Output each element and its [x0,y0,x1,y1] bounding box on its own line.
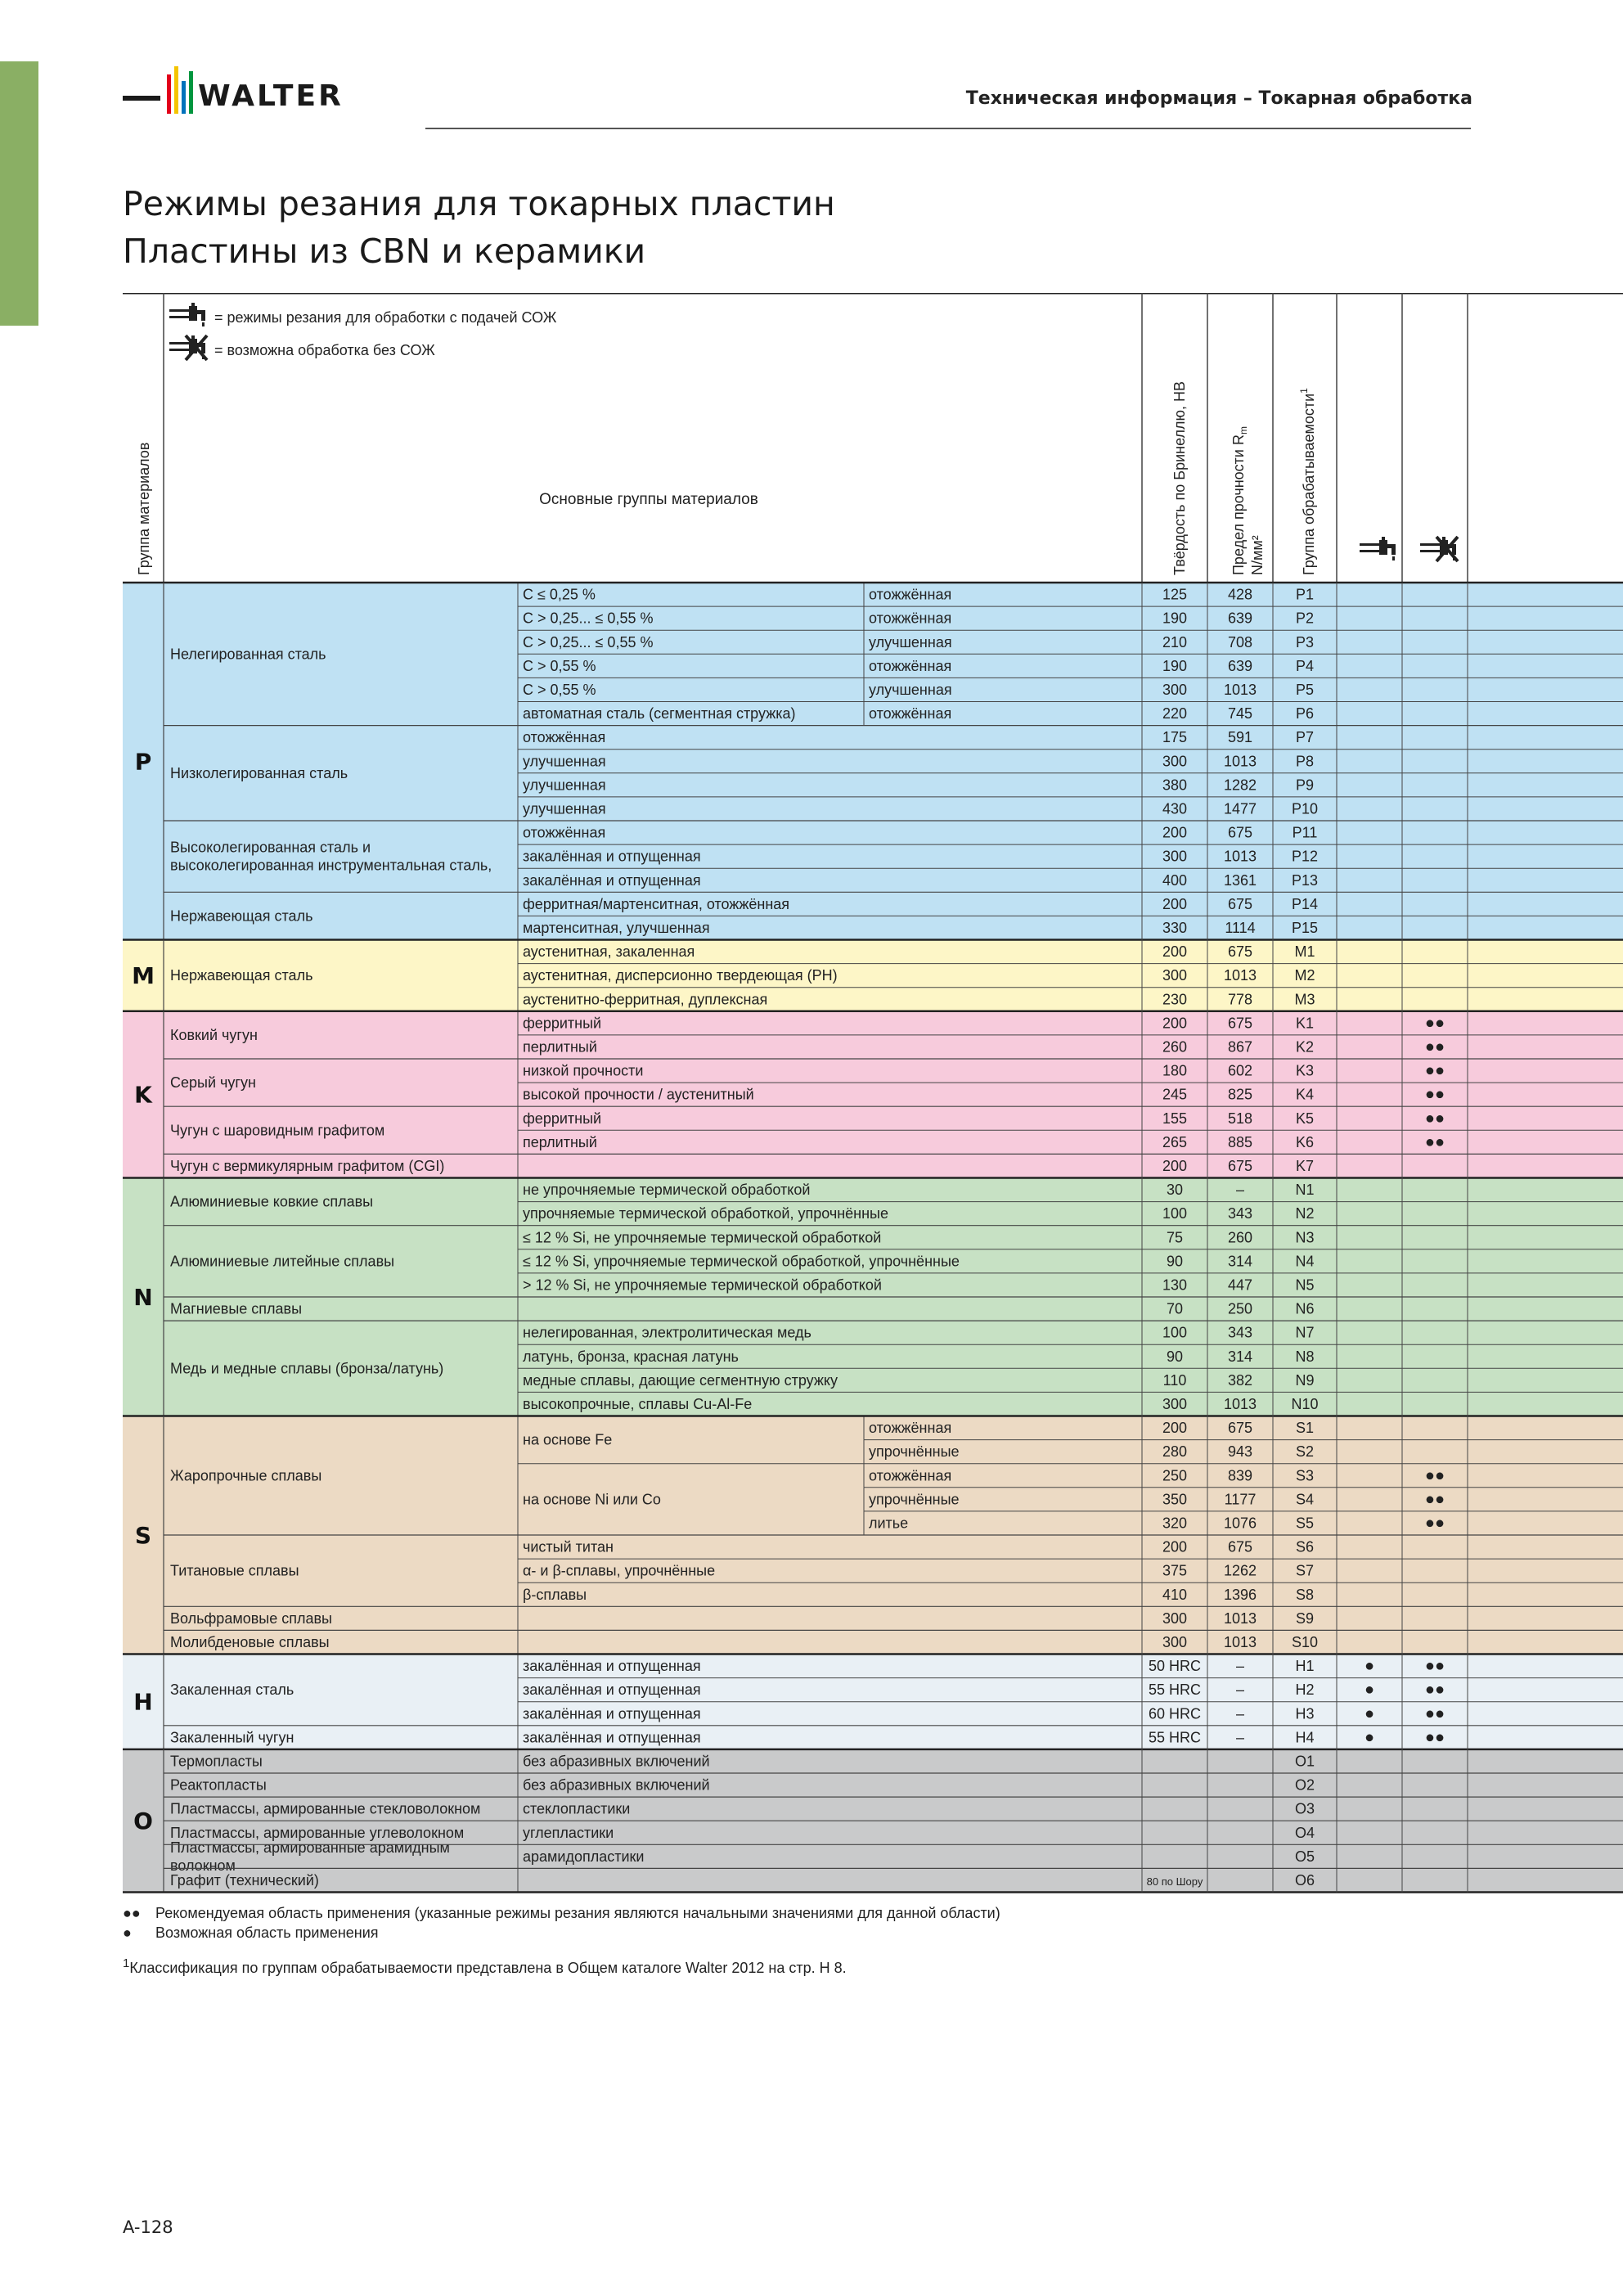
machinability-code: S1 [1295,1420,1315,1437]
machinability-code: N8 [1295,1348,1315,1365]
material-subgroup-name: Пластмассы, армированные арамидным [170,1839,450,1856]
condition-text: ≤ 12 % Si, упрочняемые термической обработкой, упрочнённые [523,1253,960,1270]
material-subgroup-name: Жаропрочные сплавы [170,1467,322,1484]
condition-text: α- и β-сплавы, упрочнённые [523,1562,716,1579]
group-letter-m: M [132,962,155,990]
strength-value: 602 [1227,1062,1253,1079]
hardness-value: 280 [1162,1443,1188,1461]
hardness-value: 375 [1162,1562,1188,1579]
strength-value: – [1235,1182,1245,1199]
single-dot-icon: ● [123,1925,132,1941]
machinability-code: P3 [1295,633,1315,651]
strength-value: 639 [1227,610,1253,627]
machinability-code: N9 [1295,1371,1315,1389]
condition-text: отожжённая [523,729,606,746]
condition-text: арамидопластики [523,1848,645,1865]
header-strength-unit: N/мм² [1249,535,1266,575]
condition-text: не упрочняемые термической обработкой [523,1182,811,1199]
strength-value: 675 [1227,943,1253,961]
material-subgroup-name: Магниевые сплавы [170,1300,303,1317]
machinability-code: S10 [1291,1633,1319,1650]
hardness-value: 380 [1162,777,1188,794]
condition-text: на основе Ni или Co [523,1491,661,1508]
dry-rating: ●● [1424,1061,1445,1080]
strength-value: – [1235,1681,1245,1699]
machinability-code: N3 [1295,1229,1315,1246]
double-dot-icon: ●● [123,1905,141,1921]
material-subgroup-name: высоколегированная инструментальная сталь, [170,857,492,874]
condition-text: без абразивных включений [523,1776,710,1794]
machinability-code: S7 [1295,1562,1315,1579]
machinability-code: S3 [1295,1467,1315,1484]
condition-text: ферритный [523,1110,602,1127]
hardness-value: 320 [1162,1515,1188,1532]
condition-text: мартенситная, улучшенная [523,919,710,936]
header-material-group: Группа материалов [136,442,152,575]
condition-text: закалённая и отпущенная [523,1658,701,1675]
coolant-rating: ● [1364,1704,1375,1723]
machinability-code: P15 [1291,919,1319,936]
condition-text: чистый титан [523,1538,614,1555]
machinability-code: K5 [1295,1110,1315,1127]
condition-text: улучшенная [523,777,606,794]
material-subgroup-name: Чугун с вермикулярным графитом (CGI) [170,1157,445,1174]
machinability-code: P9 [1295,777,1315,794]
condition-text: перлитный [523,1038,597,1056]
condition-text: аустенитная, закаленная [523,943,695,961]
footnotes [123,1903,1000,1978]
strength-value: 943 [1227,1443,1253,1461]
machinability-code: N6 [1295,1300,1315,1317]
condition-detail-text: отожжённая [869,586,952,603]
hardness-value: 210 [1162,633,1188,651]
condition-text: улучшенная [523,753,606,770]
hardness-value: 190 [1162,657,1188,674]
hardness-value: 175 [1162,729,1188,746]
strength-value: – [1235,1729,1245,1746]
condition-text: C > 0,55 % [523,681,596,698]
machinability-code: H2 [1295,1681,1315,1699]
material-subgroup-name: Закаленный чугун [170,1729,294,1746]
dry-rating: ●● [1424,1514,1445,1533]
machinability-code: P7 [1295,729,1315,746]
footnote-classification [123,1954,1000,1978]
condition-text: автоматная сталь (сегментная стружка) [523,705,796,723]
condition-text: β-сплавы [523,1586,587,1603]
condition-detail-text: упрочнённые [869,1491,960,1508]
hardness-value: 430 [1162,800,1188,817]
machinability-code: S6 [1295,1538,1315,1555]
condition-text: C > 0,25... ≤ 0,55 % [523,633,654,651]
group-letter-h: H [133,1688,153,1716]
dry-rating: ●● [1424,1466,1445,1485]
hardness-value: 70 [1166,1300,1184,1317]
hardness-value: 200 [1162,1538,1188,1555]
machinability-code: P4 [1295,657,1315,674]
strength-value: 867 [1227,1038,1253,1056]
page-title [123,180,835,275]
hardness-value: 100 [1162,1324,1188,1341]
condition-detail-text: отожжённая [869,610,952,627]
condition-text: без абразивных включений [523,1753,710,1770]
group-band-k [123,1011,1623,1178]
strength-value: 1477 [1223,800,1257,817]
strength-value: 343 [1227,1205,1253,1222]
material-subgroup-name: Молибденовые сплавы [170,1633,330,1650]
machinability-code: P5 [1295,681,1315,698]
condition-text: на основе Fe [523,1431,613,1448]
condition-detail-text: улучшенная [869,681,952,698]
material-subgroup-name: Серый чугун [170,1074,256,1092]
condition-text: отожжённая [523,824,606,841]
strength-value: 885 [1227,1133,1253,1150]
condition-text: аустенитная, дисперсионно твердеющая (PH) [523,967,838,984]
strength-value: 314 [1227,1253,1253,1270]
machinability-code: N7 [1295,1324,1315,1341]
dry-rating: ●● [1424,1657,1445,1676]
header-hardness: Твёрдость по Бринеллю, HB [1171,380,1188,575]
condition-text: ≤ 12 % Si, не упрочняемые термической обработкой [523,1229,882,1246]
machinability-code: N10 [1291,1395,1319,1412]
strength-value: 591 [1227,729,1253,746]
dry-rating: ●● [1424,1728,1445,1747]
machinability-code: O3 [1294,1800,1315,1817]
hardness-value: 200 [1162,943,1188,961]
strength-value: 1114 [1225,919,1256,936]
hardness-value: 30 [1166,1182,1184,1199]
hardness-value: 245 [1162,1086,1188,1103]
condition-text: C > 0,25... ≤ 0,55 % [523,610,654,627]
condition-text: закалённая и отпущенная [523,871,701,889]
legend-coolant-text: = режимы резания для обработки с подачей СОЖ [214,309,557,326]
hardness-value: 50 HRC [1148,1658,1202,1675]
strength-value: 343 [1227,1324,1253,1341]
strength-value: 675 [1227,1420,1253,1437]
hardness-value: 410 [1162,1586,1188,1603]
hardness-value: 100 [1162,1205,1188,1222]
material-subgroup-name: Графит (технический) [170,1871,319,1889]
strength-value: 675 [1227,1015,1253,1032]
hardness-value: 155 [1162,1110,1188,1127]
condition-text: медные сплавы, дающие сегментную стружку [523,1371,838,1389]
hardness-value: 250 [1162,1467,1188,1484]
strength-value: 675 [1227,1157,1253,1174]
coolant-rating: ● [1364,1728,1375,1747]
condition-detail-text: отожжённая [869,1467,952,1484]
condition-text: упрочняемые термической обработкой, упрочнённые [523,1205,888,1222]
machinability-code: M2 [1294,967,1315,984]
footnote-possible-text: Возможная область применения [155,1925,379,1941]
material-subgroup-name: Закаленная сталь [170,1681,294,1699]
logo-text: WALTER [198,79,344,113]
page-number: A-128 [123,2217,173,2237]
machinability-code: P13 [1291,871,1319,889]
title-line-2: Пластины из CBN и керамики [123,232,646,271]
footnote-classification-text: Классификация по группам обрабатываемости представлена в Общем каталоге Walter 2012 на стр. H 8. [129,1960,847,1976]
group-letter-o: O [133,1808,153,1835]
condition-text: закалённая и отпущенная [523,1729,701,1746]
legend-dry-text: = возможна обработка без СОЖ [214,342,435,358]
condition-detail-text: отожжённая [869,1420,952,1437]
strength-value: 1013 [1223,848,1257,865]
machinability-code: S2 [1295,1443,1315,1461]
dry-rating: ●● [1424,1085,1445,1104]
machinability-code: P11 [1292,824,1318,841]
machinability-code: P8 [1295,753,1315,770]
material-subgroup-name: Пластмассы, армированные стекловолокном [170,1800,481,1817]
hardness-value: 330 [1162,919,1188,936]
strength-value: 1361 [1223,871,1257,889]
condition-text: ферритная/мартенситная, отожжённая [523,895,790,912]
strength-value: – [1235,1705,1245,1722]
section-header: Техническая информация – Токарная обработка [965,88,1472,109]
hardness-value: 75 [1166,1229,1184,1246]
walter-logo [123,60,397,124]
dry-rating: ●● [1424,1490,1445,1509]
material-subgroup-name: Термопласты [170,1753,263,1770]
condition-text: высокопрочные, сплавы Cu-Al-Fe [523,1395,753,1412]
machinability-code: P12 [1291,848,1319,865]
condition-detail-text: улучшенная [869,633,952,651]
footnote-recommended-text: Рекомендуемая область применения (указанные режимы резания являются начальными значениями для данной области) [155,1905,1000,1921]
material-subgroup-name: Нержавеющая сталь [170,967,313,984]
material-subgroup-name: Нелегированная сталь [170,646,326,663]
material-subgroup-name: Низколегированная сталь [170,764,348,781]
machinability-code: P2 [1295,610,1315,627]
material-subgroup-name: Высоколегированная сталь и [170,839,371,856]
condition-detail-text: отожжённая [869,705,952,723]
machinability-code: M1 [1294,943,1315,961]
hardness-value: 350 [1162,1491,1188,1508]
hardness-value: 90 [1166,1253,1184,1270]
material-subgroup-name: Алюминиевые ковкие сплавы [170,1193,374,1210]
hardness-value: 200 [1162,1420,1188,1437]
machinability-code: P10 [1291,800,1319,817]
condition-text: низкой прочности [523,1062,644,1079]
machinability-code: P6 [1295,705,1315,723]
machinability-code: S8 [1295,1586,1315,1603]
hardness-value: 300 [1162,753,1188,770]
hardness-value: 300 [1162,681,1188,698]
strength-value: 675 [1227,895,1253,912]
strength-value: 1177 [1224,1491,1257,1508]
material-subgroup-name: Титановые сплавы [170,1562,299,1579]
hardness-value: 180 [1162,1062,1188,1079]
header-divider [425,128,1471,129]
strength-value: – [1235,1658,1245,1675]
strength-value: 675 [1227,824,1253,841]
machinability-code: O4 [1294,1824,1315,1841]
machinability-code: K6 [1295,1133,1315,1150]
condition-text: C ≤ 0,25 % [523,586,596,603]
strength-value: 778 [1227,991,1253,1008]
footnote-recommended [123,1903,1000,1923]
machinability-code: K7 [1295,1157,1315,1174]
condition-text: C > 0,55 % [523,657,596,674]
dry-rating: ●● [1424,1132,1445,1151]
hardness-value: 200 [1162,824,1188,841]
machinability-code: N5 [1295,1276,1315,1294]
hardness-value: 300 [1162,1609,1188,1627]
strength-value: 1013 [1223,681,1257,698]
sidebar-color-tab [0,61,38,326]
machinability-code: N4 [1295,1253,1315,1270]
strength-value: 675 [1227,1538,1253,1555]
hardness-value: 200 [1162,1157,1188,1174]
condition-text: > 12 % Si, не упрочняемые термической обработкой [523,1276,882,1294]
material-subgroup-name: Ковкий чугун [170,1026,258,1043]
material-subgroup-name: волокном [170,1857,236,1874]
hardness-value: 80 по Шору [1146,1875,1203,1888]
machinability-code: S9 [1295,1609,1315,1627]
hardness-value: 55 HRC [1148,1681,1202,1699]
machinability-code: K3 [1295,1062,1315,1079]
dry-rating: ●● [1424,1014,1445,1033]
condition-detail-text: упрочнённые [869,1443,960,1461]
material-subgroup-name: Нержавеющая сталь [170,907,313,925]
hardness-value: 200 [1162,895,1188,912]
machinability-code: H1 [1295,1658,1315,1675]
machinability-code: H3 [1295,1705,1315,1722]
hardness-value: 300 [1162,848,1188,865]
coolant-rating: ● [1364,1681,1375,1699]
footnote-possible [123,1923,1000,1943]
header-strength: Предел прочности $R_m$ [1230,426,1249,575]
condition-text: аустенитно-ферритная, дуплексная [523,991,768,1008]
strength-value: 1013 [1223,1633,1257,1650]
condition-text: стеклопластики [523,1800,631,1817]
group-letter-p: P [134,748,152,776]
strength-value: 745 [1227,705,1253,723]
group-letter-n: N [133,1284,153,1311]
dry-rating: ●● [1424,1109,1445,1128]
strength-value: 1396 [1223,1586,1257,1603]
hardness-value: 90 [1166,1348,1184,1365]
machinability-code: S5 [1295,1515,1315,1532]
strength-value: 1076 [1223,1515,1257,1532]
strength-value: 825 [1227,1086,1253,1103]
machinability-code: P1 [1295,586,1315,603]
strength-value: 1262 [1223,1562,1257,1579]
dry-rating: ●● [1424,1038,1445,1056]
strength-value: 382 [1227,1371,1253,1389]
header-main-groups: Основные группы материалов [539,491,758,508]
strength-value: 314 [1227,1348,1253,1365]
group-band-m [123,940,1623,1011]
machinability-code: M3 [1294,991,1315,1008]
machinability-code: K4 [1295,1086,1315,1103]
hardness-value: 130 [1162,1276,1188,1294]
machinability-code: N1 [1295,1182,1315,1199]
condition-text: латунь, бронза, красная латунь [523,1348,739,1365]
condition-text: перлитный [523,1133,597,1150]
header-machinability: Группа обрабатываемости$^1$ [1298,388,1317,575]
hardness-value: 200 [1162,1015,1188,1032]
group-letter-s: S [134,1522,152,1549]
condition-text: улучшенная [523,800,606,817]
machinability-code: K1 [1295,1015,1315,1032]
material-subgroup-name: Реактопласты [170,1776,267,1794]
strength-value: 1282 [1223,777,1257,794]
material-subgroup-name: Пластмассы, армированные углеволокном [170,1824,465,1841]
strength-value: 1013 [1223,1609,1257,1627]
strength-value: 839 [1227,1467,1253,1484]
condition-text: ферритный [523,1015,602,1032]
hardness-value: 300 [1162,1395,1188,1412]
hardness-value: 60 HRC [1148,1705,1202,1722]
strength-value: 708 [1227,633,1253,651]
hardness-value: 220 [1162,705,1188,723]
machinability-code: S4 [1295,1491,1315,1508]
hardness-value: 110 [1162,1371,1187,1389]
machinability-code: O2 [1294,1776,1315,1794]
condition-text: закалённая и отпущенная [523,1681,701,1699]
strength-value: 1013 [1223,753,1257,770]
condition-detail-text: литье [869,1515,909,1532]
footnote-sup: 1 [123,1956,130,1970]
hardness-value: 125 [1162,586,1188,603]
condition-text: нелегированная, электролитическая медь [523,1324,812,1341]
machinability-code: H4 [1295,1729,1315,1746]
cutting-data-table [123,293,1623,1897]
machinability-code: N2 [1295,1205,1315,1222]
material-subgroup-name: Вольфрамовые сплавы [170,1609,332,1627]
hardness-value: 265 [1162,1133,1188,1150]
strength-value: 250 [1227,1300,1253,1317]
machinability-code: O5 [1294,1848,1315,1865]
strength-value: 447 [1227,1276,1253,1294]
group-letter-k: K [134,1081,152,1109]
material-subgroup-name: Чугун с шаровидным графитом [170,1122,385,1139]
condition-text: высокой прочности / аустенитный [523,1086,754,1103]
strength-value: 260 [1227,1229,1253,1246]
hardness-value: 300 [1162,1633,1188,1650]
material-subgroup-name: Медь и медные сплавы (бронза/латунь) [170,1360,444,1377]
strength-value: 1013 [1223,1395,1257,1412]
condition-text: углепластики [523,1824,614,1841]
strength-value: 639 [1227,657,1253,674]
machinability-code: P14 [1291,895,1319,912]
coolant-rating: ● [1364,1657,1375,1676]
dry-rating: ●● [1424,1681,1445,1699]
hardness-value: 190 [1162,610,1188,627]
hardness-value: 260 [1162,1038,1188,1056]
condition-detail-text: отожжённая [869,657,952,674]
machinability-code: O6 [1294,1871,1315,1889]
material-subgroup-name: Алюминиевые литейные сплавы [170,1253,395,1270]
dry-rating: ●● [1424,1704,1445,1723]
strength-value: 518 [1227,1110,1253,1127]
hardness-value: 55 HRC [1148,1729,1202,1746]
condition-text: закалённая и отпущенная [523,1705,701,1722]
hardness-value: 230 [1162,991,1188,1008]
condition-text: закалённая и отпущенная [523,848,701,865]
strength-value: 1013 [1223,967,1257,984]
hardness-value: 300 [1162,967,1188,984]
hardness-value: 400 [1162,871,1188,889]
machinability-code: K2 [1295,1038,1315,1056]
title-line-1: Режимы резания для токарных пластин [123,184,835,223]
machinability-code: O1 [1294,1753,1315,1770]
strength-value: 428 [1227,586,1253,603]
